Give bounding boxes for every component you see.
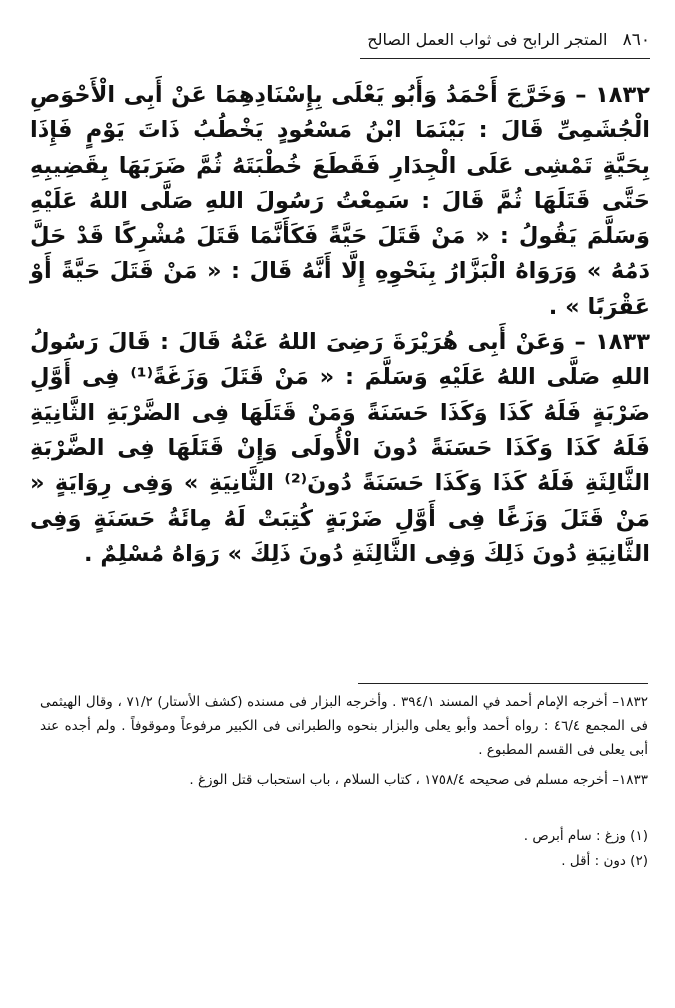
hadith-1832: ١٨٣٢ – وَخَرَّجَ أَحْمَدُ وَأَبُو يَعْلَى بِإِسْنَادِهِمَا عَنْ أَبِى الْأَحْوَصِ الْجُشَمِىِّ قَالَ : بَيْنَمَا ابْنُ مَسْعُودٍ يَخْطُبُ ذَاتَ يَوْمٍ فَإِذَا بِحَيَّةٍ تَمْشِى عَلَى الْجِدَارِ فَقَطَعَ خُطْبَتَهُ ثُمَّ ضَرَبَهَا بِقَضِيبِهِ حَتَّى قَتَلَهَا ثُمَّ قَالَ : سَمِعْتُ رَسُولَ اللهِ صَلَّى اللهُ عَلَيْهِ وَسَلَّمَ يَقُولُ : « مَنْ قَتَلَ حَيَّةً فَكَأَنَّمَا قَتَلَ مُشْرِكًا قَدْ حَلَّ دَمُهُ » وَرَوَاهُ الْبَزَّارُ بِنَحْوِهِ إِلَّا أَنَّهُ قَالَ : « مَنْ قَتَلَ حَيَّةً أَوْ عَقْرَبًا » . xyxy=(30,82,650,320)
references xyxy=(40,690,648,792)
main-text xyxy=(30,78,650,572)
page-header xyxy=(360,24,650,59)
footnote-separator xyxy=(358,683,648,684)
page-number: ٨٦٠ xyxy=(622,30,650,50)
running-title: المتجر الرابح فى ثواب العمل الصالح xyxy=(367,30,608,49)
reference-1833: ١٨٣٣– أخرجه مسلم فى صحيحه ١٧٥٨/٤ ، كتاب السلام ، باب استحباب قتل الوزغ . xyxy=(189,772,648,788)
hadith-1833: ١٨٣٣ – وَعَنْ أَبِى هُرَيْرَةَ رَضِىَ اللهُ عَنْهُ قَالَ : قَالَ رَسُولُ اللهِ صَلَّى اللهُ عَلَيْهِ وَسَلَّمَ : « مَنْ قَتَلَ وَزَغَةً⁽¹⁾ فِى أَوَّلِ ضَرْبَةٍ فَلَهُ كَذَا وَكَذَا حَسَنَةً وَمَنْ قَتَلَهَا فِى الضَّرْبَةِ الثَّانِيَةِ فَلَهُ كَذَا وَكَذَا حَسَنَةً دُونَ الْأُولَى وَإِنْ قَتَلَهَا فِى الضَّرْبَةِ الثَّالِثَةِ فَلَهُ كَذَا وَكَذَا حَسَنَةً دُونَ⁽²⁾ الثَّانِيَةِ » وَفِى رِوَايَةٍ « مَنْ قَتَلَ وَزَغًا فِى أَوَّلِ ضَرْبَةٍ كُتِبَتْ لَهُ مِائَةُ حَسَنَةٍ وَفِى الثَّانِيَةِ دُونَ ذَلِكَ وَفِى الثَّالِثَةِ دُونَ ذَلِكَ » رَوَاهُ مُسْلِمٌ . xyxy=(30,329,650,567)
footnote-2: (٢) دون : أقل . xyxy=(561,853,648,869)
footnote-1: (١) وزغ : سام أبرص . xyxy=(523,828,648,844)
footnotes xyxy=(200,824,648,874)
reference-1832: ١٨٣٢– أخرجه الإمام أحمد في المسند ٣٩٤/١ . وأخرجه البزار فى مسنده (كشف الأستار) ٧١/٢ ، وقال الهيثمى فى المجمع ٤٦/٤ : رواه أحمد وأبو يعلى والبزار بنحوه والطبرانى فى الكبير مرفوعاً وموقوفاً . ولم أجده عند أبى يعلى فى القسم المطبوع . xyxy=(40,694,648,758)
